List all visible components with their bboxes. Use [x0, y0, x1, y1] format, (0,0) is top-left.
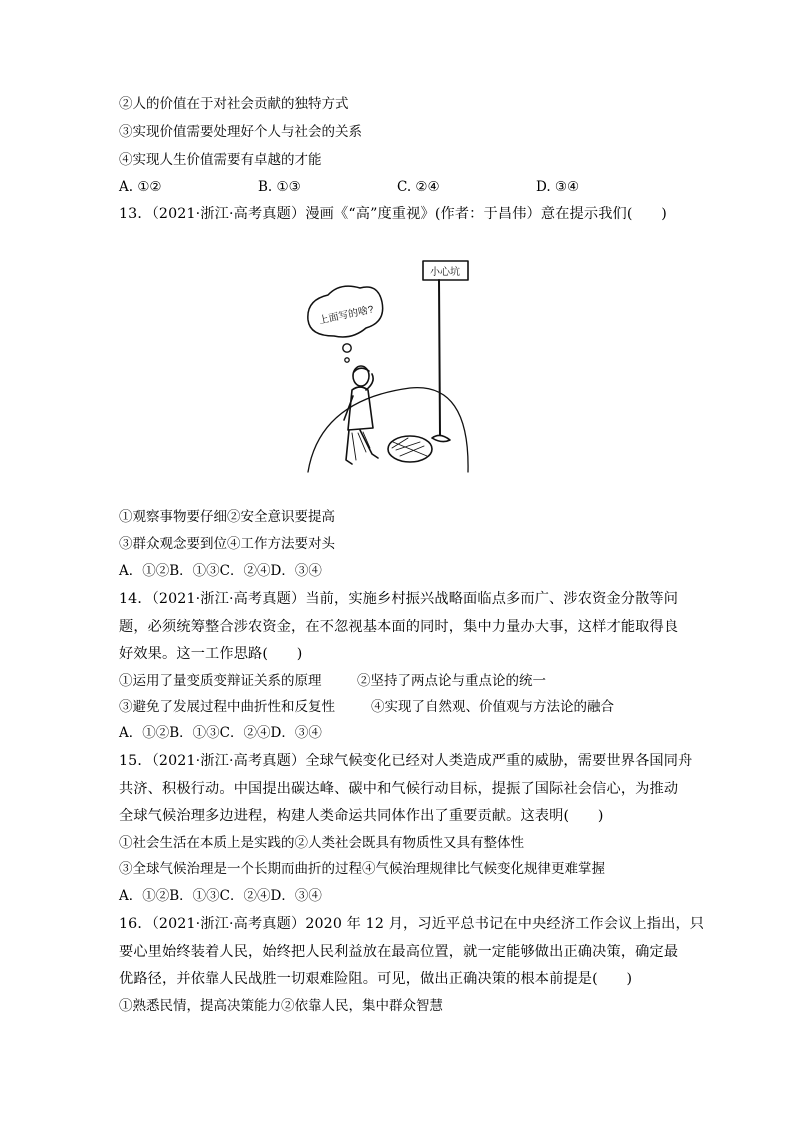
question-14-statement-2: ②坚持了两点论与重点论的统一 [357, 673, 546, 689]
question-14-options: A．①②B．①③C．②④D．③④ [119, 725, 322, 741]
question-15-stem-line-3: 全球气候治理多边进程，构建人类命运共同体作出了重要贡献。这表明( ) [119, 808, 604, 824]
question-16-statements-1-2: ①熟悉民情，提高决策能力②依靠人民，集中群众智慧 [119, 998, 443, 1014]
statement-4: ④实现人生价值需要有卓越的才能 [119, 152, 322, 168]
option-b: B. ①③ [258, 179, 301, 195]
question-13-statements-1: ①观察事物要仔细②安全意识要提高 [119, 509, 335, 525]
option-c: C. ②④ [397, 179, 440, 195]
thought-bubble-text: 上面写的啥? [317, 304, 375, 327]
question-14-stem-line-2: 题，必须统筹整合涉农资金，在不忽视基本面的同时，集中力量办大事，这样才能取得良 [119, 619, 679, 635]
statement-2: ②人的价值在于对社会贡献的独特方式 [119, 96, 349, 112]
question-15-stem-line-2: 共济、积极行动。中国提出碳达峰、碳中和气候行动目标，提振了国际社会信心，为推动 [119, 781, 679, 797]
cartoon-illustration [300, 250, 500, 478]
question-14-stem-line-3: 好效果。这一工作思路( ) [119, 646, 303, 662]
question-15-statements-1-2: ①社会生活在本质上是实践的②人类社会既具有物质性又具有整体性 [119, 835, 524, 851]
question-14-stem-line-1: 14．（2021·浙江·高考真题）当前，实施乡村振兴战略面临点多而广、涉农资金分散等问 [119, 591, 679, 607]
question-14-statement-1: ①运用了量变质变辩证关系的原理 [119, 673, 322, 689]
question-16-stem-line-1: 16．（2021·浙江·高考真题）2020 年 12 月，习近平总书记在中央经济工作会议上指出，只 [119, 916, 705, 932]
question-16-stem-line-3: 优路径，并依靠人民战胜一切艰难险阻。可见，做出正确决策的根本前提是( ) [119, 971, 633, 987]
question-16-stem-line-2: 要心里始终装着人民，始终把人民利益放在最高位置，就一定能够做出正确决策，确定最 [119, 944, 679, 960]
question-14-statement-4: ④实现了自然观、价值观与方法论的融合 [371, 699, 614, 715]
question-13-stem: 13．（2021·浙江·高考真题）漫画《“高”度重视》(作者：于昌伟）意在提示我们( ) [119, 206, 667, 222]
question-15-statements-3-4: ③全球气候治理是一个长期而曲折的过程④气候治理规律比气候变化规律更难掌握 [119, 861, 605, 877]
statement-3: ③实现价值需要处理好个人与社会的关系 [119, 124, 362, 140]
question-13-statements-2: ③群众观念要到位④工作方法要对头 [119, 536, 335, 552]
question-14-statement-3: ③避免了发展过程中曲折性和反复性 [119, 699, 335, 715]
question-13-options: A．①②B．①③C．②④D．③④ [119, 563, 322, 579]
question-15-options: A．①②B．①③C．②④D．③④ [119, 888, 322, 904]
option-d: D. ③④ [536, 179, 580, 195]
option-a: A. ①② [119, 179, 162, 195]
sign-text: 小心坑 [430, 267, 460, 278]
question-15-stem-line-1: 15．（2021·浙江·高考真题）全球气候变化已经对人类造成严重的威胁，需要世界各国同舟 [119, 753, 693, 769]
